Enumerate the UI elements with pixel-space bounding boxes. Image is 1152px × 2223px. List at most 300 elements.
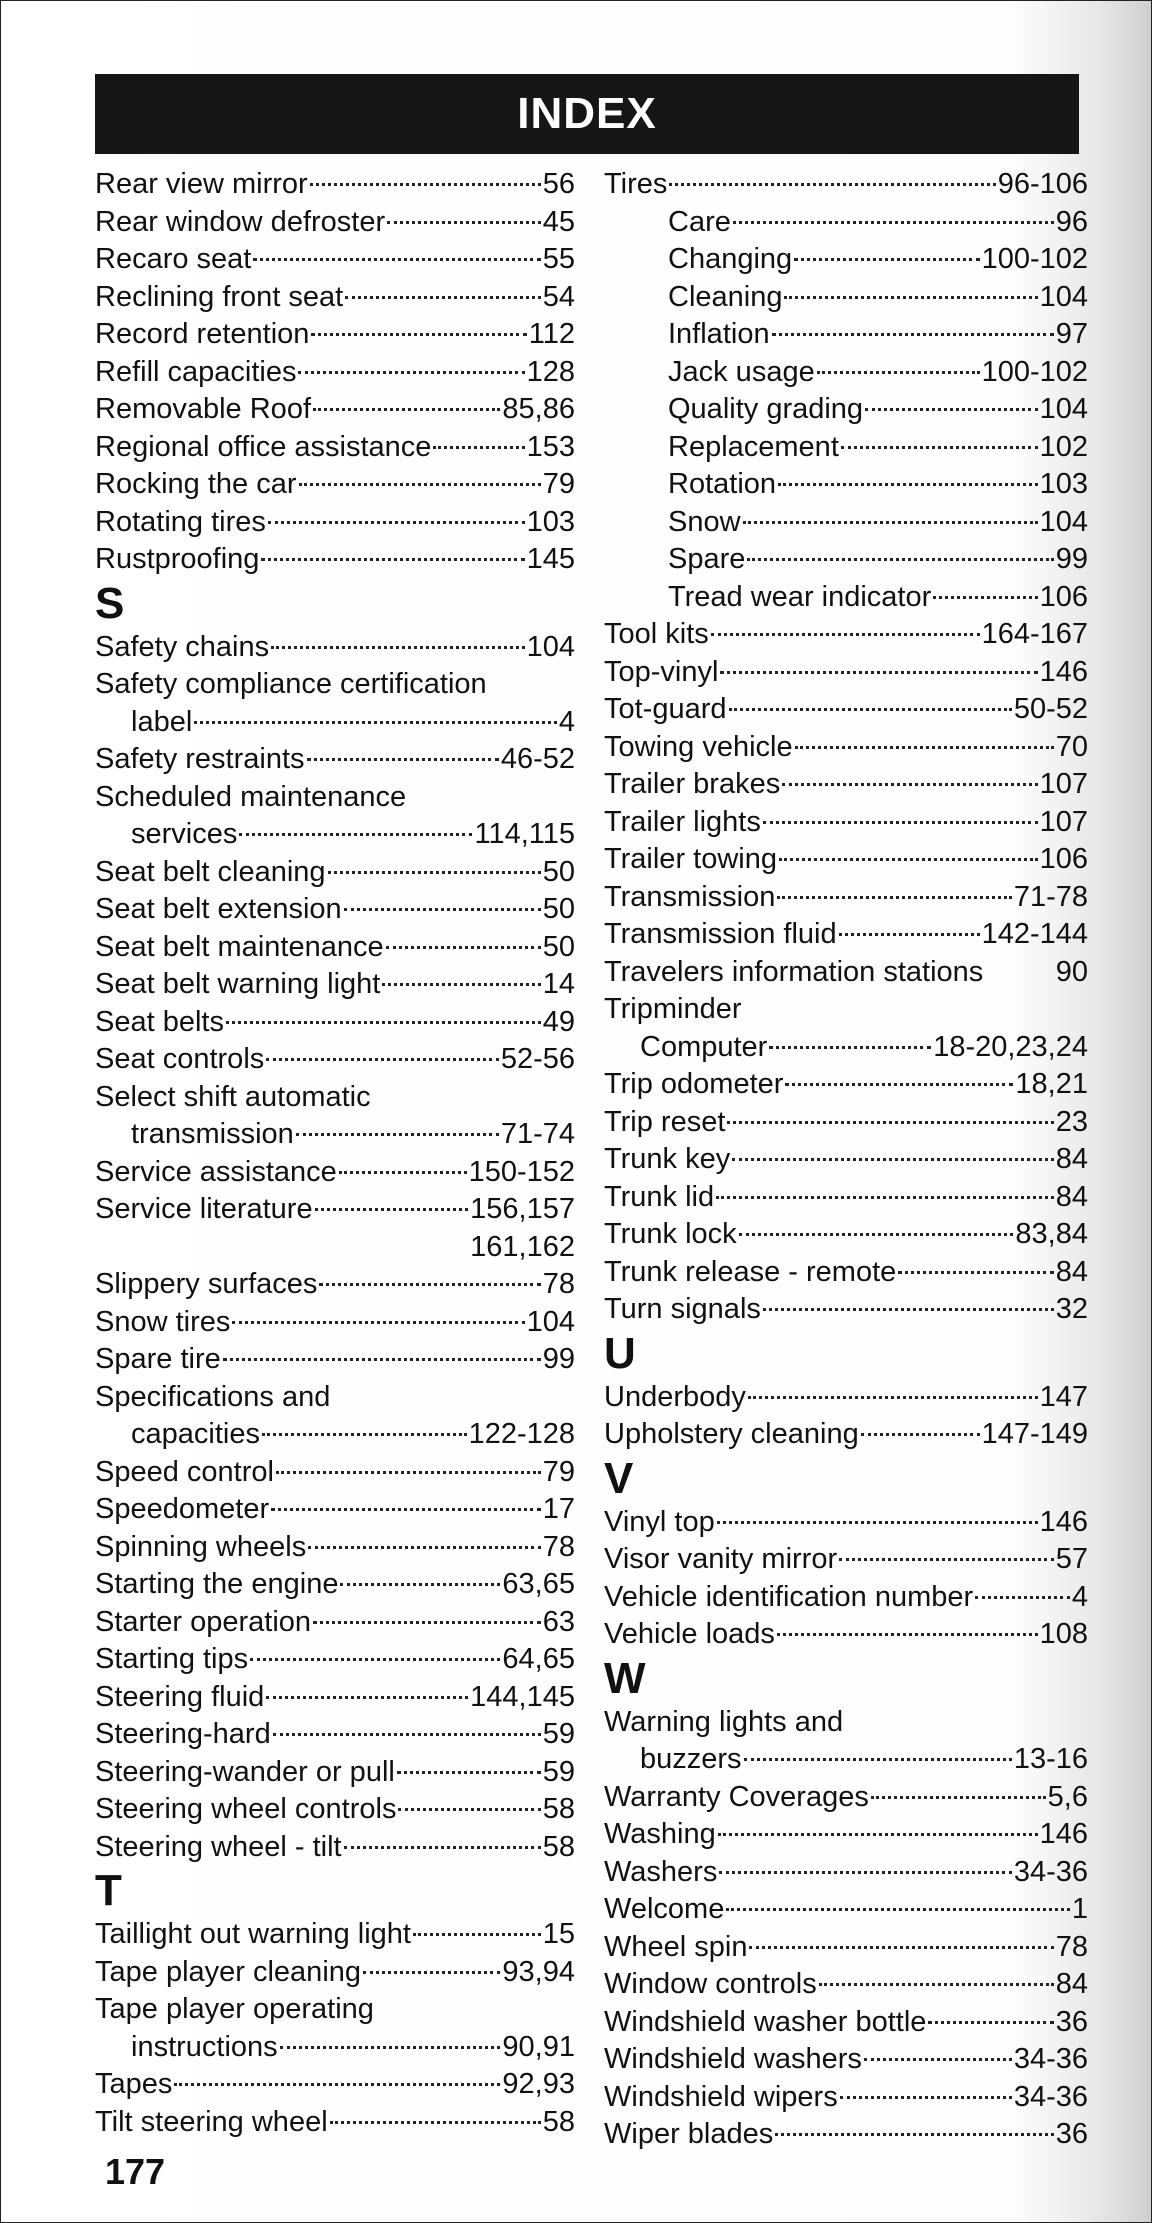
dot-leader xyxy=(711,633,980,636)
dot-leader xyxy=(839,933,980,936)
dot-leader xyxy=(232,1321,524,1324)
index-entry xyxy=(95,1266,575,1304)
index-entry xyxy=(95,891,575,929)
index-subentry xyxy=(604,241,1088,279)
index-pages: 56 xyxy=(542,168,575,200)
index-entry xyxy=(604,1816,1088,1854)
index-term: Seat belt warning light xyxy=(95,968,381,1000)
index-term: Trailer brakes xyxy=(604,768,781,800)
index-subentry xyxy=(604,541,1088,579)
index-pages: 104 xyxy=(526,1305,575,1338)
dot-leader xyxy=(864,2058,1012,2061)
index-pages: 58 xyxy=(542,2105,575,2138)
index-entry xyxy=(95,1491,575,1529)
dot-leader xyxy=(778,483,1038,486)
index-term: Warning lights and xyxy=(604,1705,844,1738)
index-pages: 18-20,23,24 xyxy=(933,1030,1088,1063)
index-pages: 146 xyxy=(1039,655,1088,688)
index-term: Tires xyxy=(604,168,668,200)
dot-leader xyxy=(669,183,995,186)
index-entry xyxy=(95,279,575,317)
index-entry xyxy=(604,616,1088,654)
dot-leader xyxy=(174,2083,500,2086)
index-entry xyxy=(604,841,1088,879)
index-term: Trunk lid xyxy=(604,1180,715,1213)
index-pages: 64,65 xyxy=(502,1643,575,1675)
index-pages: 57 xyxy=(1055,1543,1088,1575)
index-term: Vinyl top xyxy=(604,1505,715,1538)
index-subentry xyxy=(604,354,1088,392)
index-pages: 78 xyxy=(542,1530,575,1563)
index-term: Safety chains xyxy=(95,630,270,663)
index-term: Washing xyxy=(604,1818,716,1850)
index-entry xyxy=(604,1929,1088,1967)
index-term: Tape player operating xyxy=(95,1993,374,2025)
index-term: Tread wear indicator xyxy=(668,580,932,613)
index-term: Spare xyxy=(668,543,746,575)
index-term: Tape player cleaning xyxy=(95,1955,362,1988)
index-pages: 161,162 xyxy=(470,1230,575,1263)
page-title: INDEX xyxy=(517,89,657,138)
index-term: Steering-hard xyxy=(95,1718,271,1750)
dot-leader xyxy=(250,1658,500,1661)
section-letter: U xyxy=(604,1328,636,1378)
index-term: Seat controls xyxy=(95,1043,265,1075)
index-pages: 97 xyxy=(1055,318,1088,350)
index-term: Tot-guard xyxy=(604,693,727,725)
dot-leader xyxy=(840,2096,1012,2099)
dot-leader xyxy=(271,646,525,649)
index-pages: 107 xyxy=(1039,805,1088,838)
index-pages: 50 xyxy=(542,855,575,888)
index-pages: 147 xyxy=(1039,1380,1088,1413)
index-pages: 142-144 xyxy=(981,918,1088,950)
index-entry xyxy=(604,729,1088,767)
dot-leader xyxy=(397,1771,541,1774)
index-entry xyxy=(604,916,1088,954)
index-pages: 128 xyxy=(526,355,575,388)
index-pages: 49 xyxy=(542,1005,575,1038)
index-term: Replacement xyxy=(668,430,839,463)
dot-leader xyxy=(387,221,541,224)
index-pages: 4 xyxy=(1071,1580,1088,1613)
dot-leader xyxy=(268,521,525,524)
index-entry xyxy=(604,1541,1088,1579)
index-entry xyxy=(95,354,575,392)
index-entry xyxy=(95,2066,575,2104)
index-term: Washers xyxy=(604,1855,718,1888)
index-pages: 122-128 xyxy=(468,1418,575,1450)
dot-leader xyxy=(413,1933,541,1936)
index-entry xyxy=(604,1029,1088,1067)
index-pages: 103 xyxy=(526,505,575,538)
index-pages: 102 xyxy=(1039,430,1088,463)
index-term: Visor vanity mirror xyxy=(604,1543,838,1575)
index-term: Specifications and xyxy=(95,1380,331,1413)
index-pages: 90,91 xyxy=(502,2030,575,2063)
index-entry xyxy=(604,1379,1088,1417)
index-entry xyxy=(95,1341,575,1379)
index-entry xyxy=(95,504,575,542)
index-term: Warranty Coverages xyxy=(604,1780,869,1813)
index-term: Quality grading xyxy=(668,393,864,425)
index-entry xyxy=(604,1216,1088,1254)
index-pages: 50 xyxy=(542,893,575,925)
index-pages: 106 xyxy=(1039,843,1088,875)
index-pages: 32 xyxy=(1055,1293,1088,1325)
index-term: Rear window defroster xyxy=(95,205,386,238)
dot-leader xyxy=(839,1558,1054,1561)
dot-leader xyxy=(720,671,1037,674)
index-entry xyxy=(95,2029,575,2067)
index-term: Removable Roof xyxy=(95,393,311,425)
index-term: Speedometer xyxy=(95,1493,270,1525)
index-heading xyxy=(604,1704,1088,1742)
index-entry xyxy=(604,1066,1088,1104)
index-entry xyxy=(604,654,1088,692)
index-pages: 13-16 xyxy=(1013,1743,1088,1775)
index-pages: 1 xyxy=(1071,1893,1088,1925)
index-entry xyxy=(95,166,575,204)
index-term: Starter operation xyxy=(95,1605,312,1638)
index-entry xyxy=(95,204,575,242)
index-entry xyxy=(604,2041,1088,2079)
index-entry xyxy=(604,2004,1088,2042)
dot-leader xyxy=(733,221,1054,224)
index-pages: 5,6 xyxy=(1047,1780,1088,1813)
index-term: Changing xyxy=(668,243,793,275)
index-entry xyxy=(95,1679,575,1717)
index-pages: 106 xyxy=(1039,580,1088,613)
index-pages: 34-36 xyxy=(1013,1855,1088,1888)
index-entry xyxy=(604,2116,1088,2154)
index-subentry xyxy=(604,504,1088,542)
dot-leader xyxy=(817,371,980,374)
dot-leader xyxy=(777,896,1011,899)
index-term: Trailer lights xyxy=(604,805,761,838)
index-term: Trunk lock xyxy=(604,1218,737,1250)
index-entry xyxy=(95,966,575,1004)
dot-leader xyxy=(794,258,979,261)
index-entry xyxy=(95,429,575,467)
index-term: Seat belt maintenance xyxy=(95,930,384,963)
index-pages: 58 xyxy=(542,1793,575,1825)
dot-leader xyxy=(732,1158,1053,1161)
index-pages: 104 xyxy=(1039,505,1088,538)
index-entry xyxy=(604,879,1088,917)
index-entry xyxy=(95,1304,575,1342)
index-entry xyxy=(604,1416,1088,1454)
index-term: Select shift automatic xyxy=(95,1080,371,1113)
dot-leader xyxy=(726,1908,1070,1911)
index-pages: 23 xyxy=(1055,1105,1088,1138)
dot-leader xyxy=(763,821,1038,824)
dot-leader xyxy=(718,1833,1038,1836)
index-term: Starting the engine xyxy=(95,1568,339,1600)
index-term: Travelers information stations xyxy=(604,955,984,988)
dot-leader xyxy=(729,708,1012,711)
index-term: Recaro seat xyxy=(95,243,252,275)
index-entry xyxy=(95,1716,575,1754)
index-pages: 100-102 xyxy=(981,243,1088,275)
dot-leader xyxy=(226,1021,541,1024)
dot-leader xyxy=(743,521,1038,524)
index-pages: 84 xyxy=(1055,1255,1088,1288)
index-entry xyxy=(604,1579,1088,1617)
index-term: Regional office assistance xyxy=(95,430,432,463)
index-entry xyxy=(95,1566,575,1604)
dot-leader xyxy=(239,833,472,836)
index-heading xyxy=(95,1991,575,2029)
index-term: Welcome xyxy=(604,1893,725,1925)
dot-leader xyxy=(307,758,499,761)
index-heading xyxy=(95,779,575,817)
dot-leader xyxy=(717,1521,1038,1524)
dot-leader xyxy=(363,1971,500,1974)
index-term: Rocking the car xyxy=(95,468,297,500)
index-term: Spare tire xyxy=(95,1343,221,1375)
index-pages: 50 xyxy=(542,930,575,963)
index-entry xyxy=(95,1791,575,1829)
index-pages: 54 xyxy=(542,280,575,313)
index-term: Starting tips xyxy=(95,1643,249,1675)
index-pages: 34-36 xyxy=(1013,2043,1088,2075)
index-subentry xyxy=(604,204,1088,242)
index-entry xyxy=(604,1179,1088,1217)
index-term: Service assistance xyxy=(95,1155,337,1188)
index-entry xyxy=(95,1604,575,1642)
dot-leader xyxy=(276,1471,541,1474)
section-letter: V xyxy=(604,1453,634,1503)
dot-leader xyxy=(262,1433,467,1436)
dot-leader xyxy=(344,1846,541,1849)
dot-leader xyxy=(340,1583,500,1586)
dot-leader xyxy=(315,1208,469,1211)
index-pages: 93,94 xyxy=(502,1955,575,1988)
index-term: Service literature xyxy=(95,1193,313,1225)
page-number: 177 xyxy=(105,2151,166,2192)
index-subentry xyxy=(604,429,1088,467)
index-term: Upholstery cleaning xyxy=(604,1418,859,1450)
index-term: Steering wheel controls xyxy=(95,1793,397,1825)
index-pages: 63,65 xyxy=(502,1568,575,1600)
index-pages: 45 xyxy=(542,205,575,238)
index-term: Snow tires xyxy=(95,1305,231,1338)
index-term: Tapes xyxy=(95,2068,173,2100)
dot-leader xyxy=(784,296,1037,299)
index-pages: 83,84 xyxy=(1015,1218,1088,1250)
dot-leader xyxy=(871,1796,1046,1799)
index-pages: 84 xyxy=(1055,1180,1088,1213)
index-entry xyxy=(95,1004,575,1042)
dot-leader xyxy=(861,1433,980,1436)
index-entry xyxy=(95,241,575,279)
index-entry xyxy=(95,1041,575,1079)
index-term: Windshield wipers xyxy=(604,2080,838,2113)
dot-leader xyxy=(313,408,500,411)
index-pages: 153 xyxy=(526,430,575,463)
index-term: Vehicle loads xyxy=(604,1618,775,1650)
index-term: label xyxy=(131,705,193,738)
index-pages: 108 xyxy=(1039,1618,1088,1650)
index-entry xyxy=(604,1291,1088,1329)
index-heading xyxy=(95,666,575,704)
section-letter: S xyxy=(95,578,125,628)
dot-leader xyxy=(782,783,1037,786)
dot-leader xyxy=(310,183,541,186)
dot-leader xyxy=(865,408,1038,411)
section-letter: T xyxy=(95,1866,122,1915)
index-pages: 104 xyxy=(1039,280,1088,313)
dot-leader xyxy=(298,371,524,374)
dot-leader xyxy=(785,1083,1013,1086)
dot-leader xyxy=(398,1808,540,1811)
index-term: Rotating tires xyxy=(95,505,266,538)
index-pages: 114,115 xyxy=(474,818,575,850)
dot-leader xyxy=(386,946,541,949)
index-pages: 145 xyxy=(526,543,575,575)
dot-leader xyxy=(744,1758,1012,1761)
index-entry xyxy=(604,166,1088,204)
dot-leader xyxy=(898,1271,1053,1274)
index-banner xyxy=(95,74,1079,154)
index-entry xyxy=(604,1966,1088,2004)
index-pages: 4 xyxy=(558,705,575,738)
index-term: Care xyxy=(668,205,731,238)
index-term: Rear view mirror xyxy=(95,168,308,200)
index-pages: 71-74 xyxy=(500,1118,575,1150)
index-entry xyxy=(95,629,575,667)
index-term: Jack usage xyxy=(668,355,815,388)
index-entry xyxy=(95,1416,575,1454)
dot-leader xyxy=(777,1633,1038,1636)
dot-leader xyxy=(280,2046,501,2049)
index-pages: 156,157 xyxy=(470,1193,575,1225)
index-entry xyxy=(95,1529,575,1567)
dot-leader xyxy=(819,1983,1054,1986)
index-term: Computer xyxy=(640,1030,768,1063)
index-term: Steering fluid xyxy=(95,1680,265,1713)
index-pages: 71-78 xyxy=(1013,880,1088,913)
index-entry xyxy=(95,929,575,967)
index-entry xyxy=(604,804,1088,842)
index-pages: 107 xyxy=(1039,768,1088,800)
index-pages: 59 xyxy=(542,1755,575,1788)
index-pages: 55 xyxy=(542,243,575,275)
index-term: Towing vehicle xyxy=(604,730,793,763)
index-pages: 14 xyxy=(542,968,575,1000)
dot-leader xyxy=(253,258,540,261)
index-entry xyxy=(95,541,575,579)
dot-leader xyxy=(716,1196,1054,1199)
index-term: Spinning wheels xyxy=(95,1530,307,1563)
index-term: Refill capacities xyxy=(95,355,297,388)
index-pages: 63 xyxy=(542,1605,575,1638)
dot-leader xyxy=(296,1133,499,1136)
index-entry xyxy=(604,1104,1088,1142)
index-term: Taillight out warning light xyxy=(95,1918,411,1950)
index-pages: 17 xyxy=(542,1493,575,1525)
index-pages: 85,86 xyxy=(502,393,575,425)
section-letter: W xyxy=(604,1653,646,1703)
index-entry xyxy=(95,816,575,854)
dot-leader xyxy=(779,858,1038,861)
index-term: Safety restraints xyxy=(95,743,305,775)
dot-leader xyxy=(841,446,1038,449)
dot-leader xyxy=(727,1121,1053,1124)
index-pages: 90 xyxy=(1055,955,1088,988)
index-term: Trip odometer xyxy=(604,1068,784,1100)
index-term: Tripminder xyxy=(604,993,742,1025)
index-term: Steering wheel - tilt xyxy=(95,1830,342,1863)
index-pages: 70 xyxy=(1055,730,1088,763)
dot-leader xyxy=(271,1508,541,1511)
dot-leader xyxy=(748,1396,1038,1399)
index-term: Trailer towing xyxy=(604,843,777,875)
index-pages: 164-167 xyxy=(981,618,1088,650)
index-entry xyxy=(95,316,575,354)
index-entry xyxy=(95,854,575,892)
index-entry xyxy=(95,2104,575,2142)
index-pages: 92,93 xyxy=(502,2068,575,2100)
index-pages: 79 xyxy=(542,1455,575,1488)
index-term: Seat belt extension xyxy=(95,893,342,925)
index-pages: 84 xyxy=(1055,1143,1088,1175)
index-term: Reclining front seat xyxy=(95,280,344,313)
index-pages: 15 xyxy=(542,1918,575,1950)
index-subentry xyxy=(604,279,1088,317)
index-entry xyxy=(95,704,575,742)
index-term: Tilt steering wheel xyxy=(95,2105,328,2138)
dot-leader xyxy=(319,1283,540,1286)
index-pages: 146 xyxy=(1039,1818,1088,1850)
index-pages: 58 xyxy=(542,1830,575,1863)
index-term: Vehicle identification number xyxy=(604,1580,974,1613)
index-pages: 59 xyxy=(542,1718,575,1750)
index-term: Underbody xyxy=(604,1380,746,1413)
index-term: Windshield washers xyxy=(604,2043,862,2075)
index-pages: 46-52 xyxy=(500,743,575,775)
index-pages: 34-36 xyxy=(1013,2080,1088,2113)
index-term: Windshield washer bottle xyxy=(604,2005,927,2038)
dot-leader xyxy=(313,1621,541,1624)
index-pages: 112 xyxy=(528,318,575,350)
index-term: Record retention xyxy=(95,318,310,350)
dot-leader xyxy=(775,2133,1053,2136)
index-term: Seat belt cleaning xyxy=(95,855,326,888)
index-column-right xyxy=(604,166,1088,2154)
index-term: services xyxy=(131,818,238,850)
dot-leader xyxy=(382,983,540,986)
dot-leader xyxy=(772,333,1054,336)
index-pages: 147-149 xyxy=(981,1418,1088,1450)
dot-leader xyxy=(433,446,524,449)
index-pages: 104 xyxy=(526,630,575,663)
index-pages: 50-52 xyxy=(1013,693,1088,725)
dot-leader xyxy=(928,2021,1053,2024)
index-entry xyxy=(95,391,575,429)
index-term: Top-vinyl xyxy=(604,655,719,688)
index-pages: 18,21 xyxy=(1015,1068,1088,1100)
index-heading xyxy=(95,1079,575,1117)
dot-leader xyxy=(299,483,541,486)
index-term: Cleaning xyxy=(668,280,783,313)
index-pages: 36 xyxy=(1055,2118,1088,2150)
index-heading xyxy=(95,1379,575,1417)
index-term: instructions xyxy=(131,2030,278,2063)
dot-leader xyxy=(266,1696,468,1699)
index-term: buzzers xyxy=(640,1743,742,1775)
